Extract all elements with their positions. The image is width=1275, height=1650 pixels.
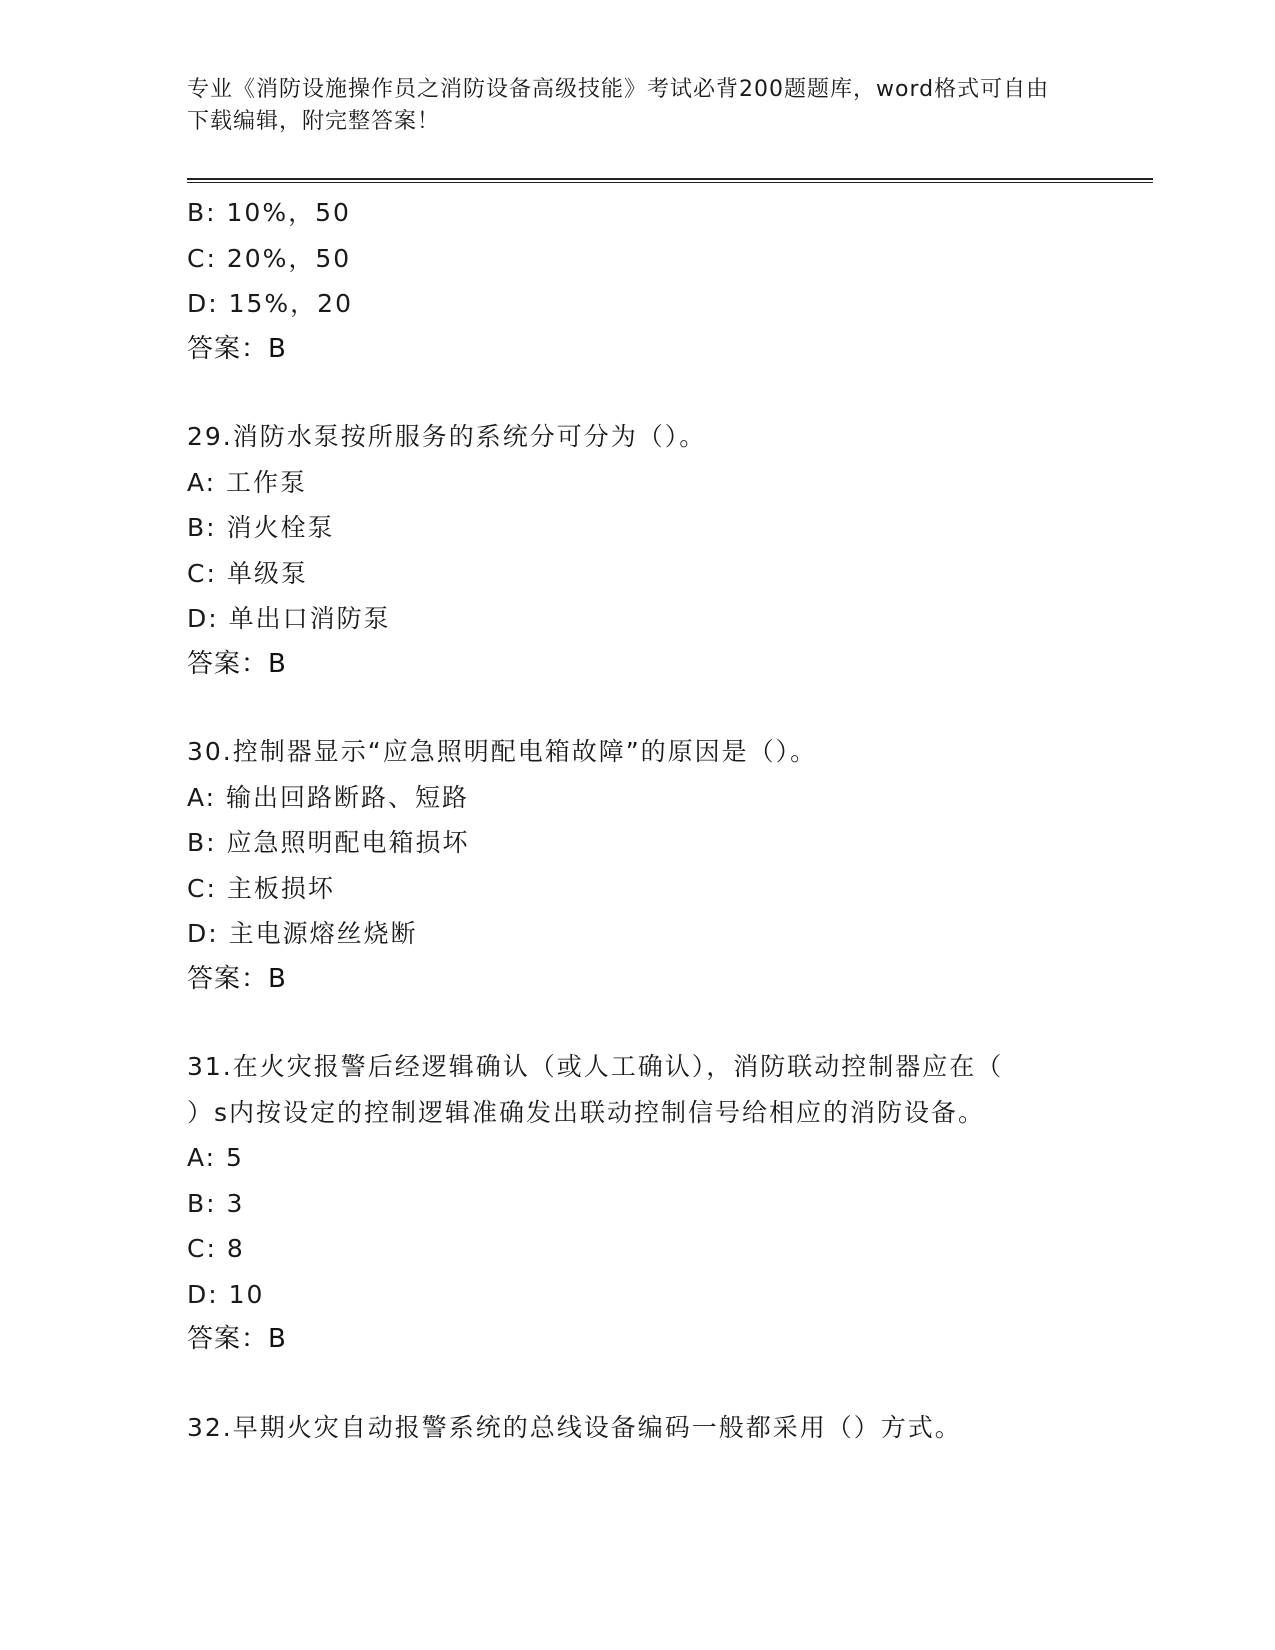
header-rule-thin	[187, 182, 1153, 183]
answer: 答案：B	[187, 963, 287, 994]
question-31	[187, 1044, 1087, 1363]
option-d: D: 单出口消防泵	[187, 604, 391, 633]
question-29	[187, 414, 1087, 687]
option-a: A: 输出回路断路、短路	[187, 782, 470, 812]
question-28-tail	[187, 190, 1087, 372]
option-b: B: 10%，50	[187, 198, 351, 227]
question-30	[187, 729, 1087, 1002]
header-rule-thick	[187, 178, 1153, 180]
question-32	[187, 1405, 1087, 1451]
question-stem: 30.控制器显示“应急照明配电箱故障”的原因是（）。	[187, 737, 818, 766]
question-stem: 32.早期火灾自动报警系统的总线设备编码一般都采用（）方式。	[187, 1412, 962, 1442]
answer: 答案：B	[187, 648, 287, 679]
option-c: C: 20%，50	[187, 243, 352, 273]
question-list	[187, 190, 1087, 1450]
question-stem: 29.消防水泵按所服务的系统分可分为（）。	[187, 422, 707, 451]
option-d: D: 10	[187, 1279, 265, 1309]
document-header: 专业《消防设施操作员之消防设备高级技能》考试必背200题题库，word格式可自由下载编辑，附完整答案！	[187, 77, 1050, 134]
answer: 答案：B	[187, 333, 287, 364]
option-b: B: 应急照明配电箱损坏	[187, 828, 470, 857]
option-c: C: 单级泵	[187, 558, 308, 588]
question-stem-line-2: ）s内按设定的控制逻辑准确发出联动控制信号给相应的消防设备。	[187, 1097, 986, 1127]
option-a: A: 工作泵	[187, 467, 308, 497]
option-d: D: 主电源熔丝烧断	[187, 919, 418, 948]
option-a: A: 5	[187, 1143, 244, 1172]
question-stem-line-1: 31.在火灾报警后经逻辑确认（或人工确认），消防联动控制器应在（	[187, 1052, 1004, 1081]
answer: 答案：B	[187, 1324, 287, 1354]
option-c: C: 8	[187, 1234, 245, 1263]
option-b: B: 3	[187, 1188, 245, 1218]
option-b: B: 消火栓泵	[187, 513, 335, 542]
option-d: D: 15%，20	[187, 289, 353, 318]
option-c: C: 主板损坏	[187, 873, 335, 903]
